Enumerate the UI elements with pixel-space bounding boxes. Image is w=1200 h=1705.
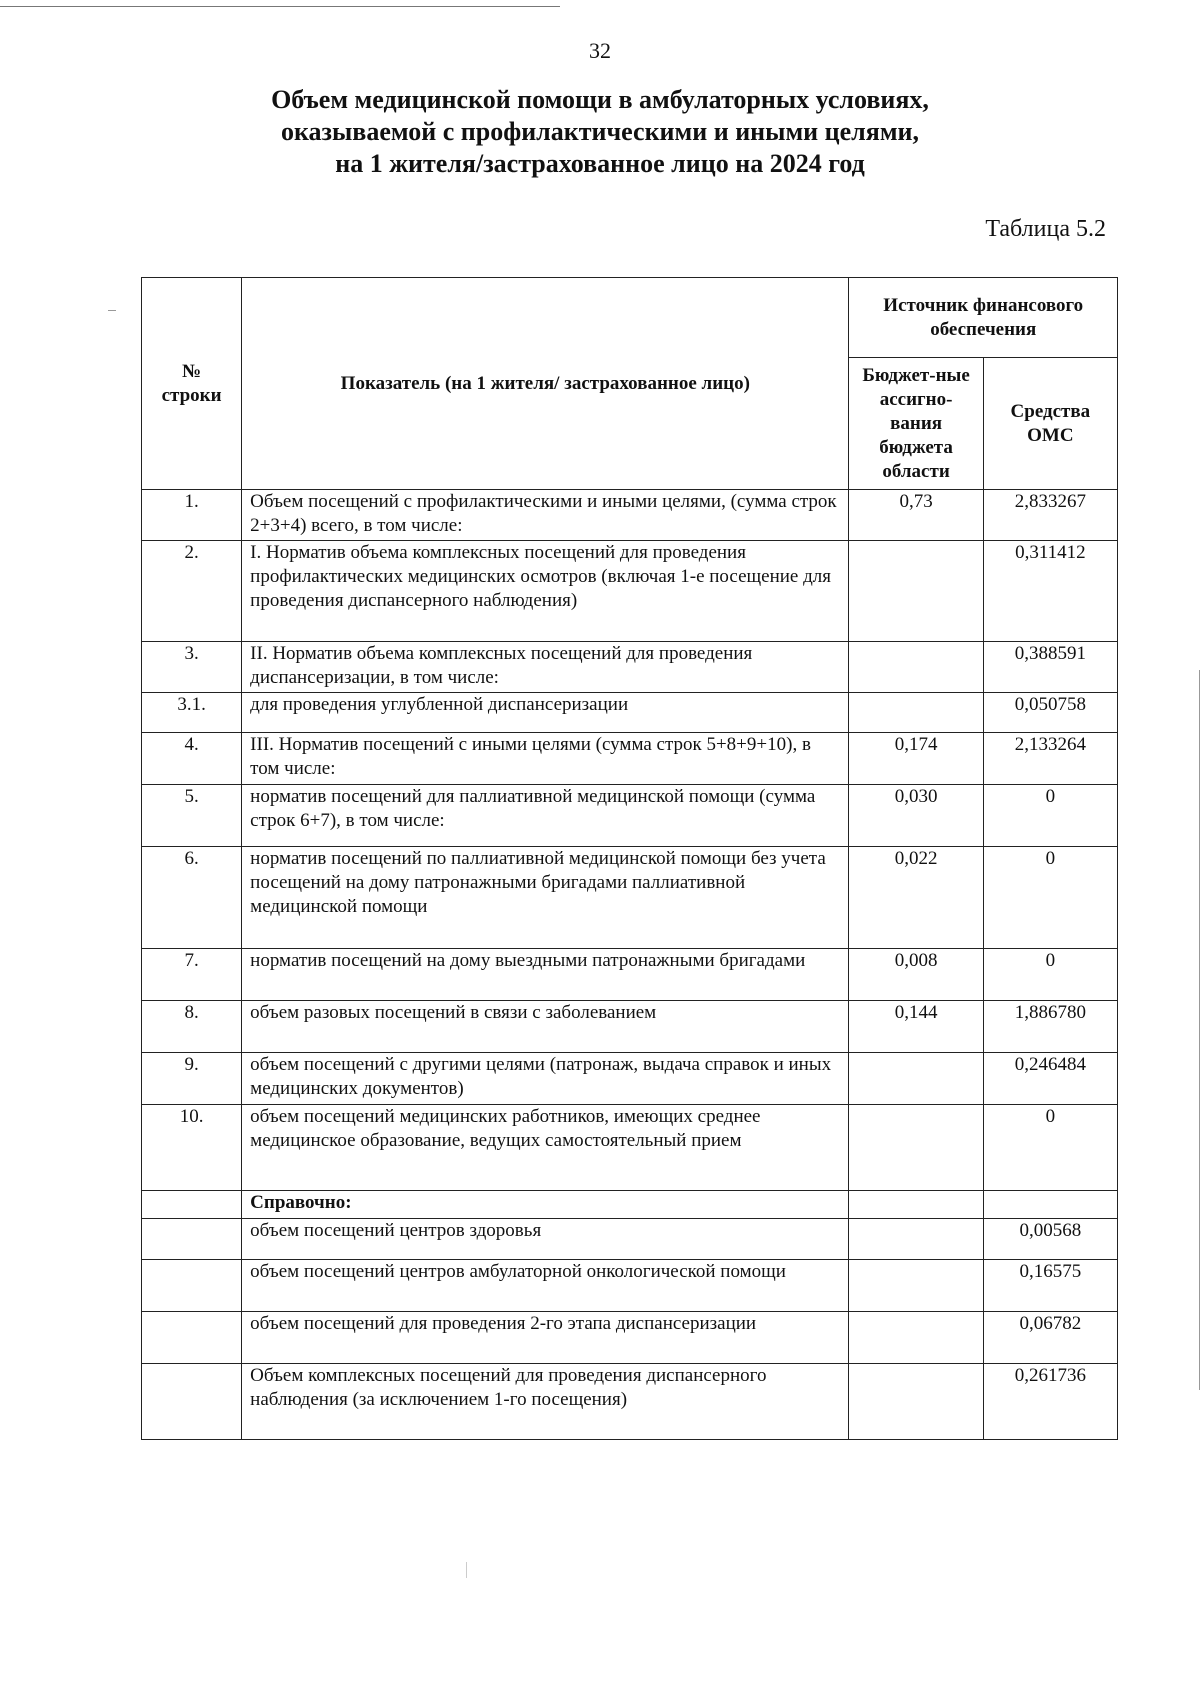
row-number: 4. <box>142 733 242 785</box>
table-row <box>142 642 1118 693</box>
header-row-no: № строки <box>142 278 242 490</box>
reference-oms-value: 0,00568 <box>983 1219 1117 1260</box>
row-oms-value: 0,246484 <box>983 1053 1117 1105</box>
row-budget-value <box>849 642 983 693</box>
row-number-empty <box>142 1260 242 1312</box>
reference-budget-value <box>849 1364 983 1440</box>
row-oms-value: 0 <box>983 847 1117 949</box>
row-budget-value: 0,008 <box>849 949 983 1001</box>
row-number: 1. <box>142 490 242 541</box>
row-budget-value <box>849 541 983 642</box>
reference-budget-value <box>849 1260 983 1312</box>
row-number-empty <box>142 1219 242 1260</box>
row-budget-value <box>849 1105 983 1191</box>
row-oms-empty <box>983 1191 1117 1219</box>
row-indicator: объем посещений медицинских работников, имеющих среднее медицинское образование, ведущих самостоятельный прием <box>242 1105 849 1191</box>
row-number: 5. <box>142 785 242 847</box>
header-budget: Бюджет-ные ассигно-вания бюджета области <box>849 358 983 490</box>
row-indicator: II. Норматив объема комплексных посещений для проведения диспансеризации, в том числе: <box>242 642 849 693</box>
row-indicator: для проведения углубленной диспансеризации <box>242 693 849 733</box>
row-oms-value: 2,133264 <box>983 733 1117 785</box>
row-number: 6. <box>142 847 242 949</box>
table-label: Таблица 5.2 <box>985 216 1106 242</box>
row-budget-value <box>849 1053 983 1105</box>
row-number-empty <box>142 1312 242 1364</box>
row-indicator: объем разовых посещений в связи с заболеванием <box>242 1001 849 1053</box>
table-row <box>142 1053 1118 1105</box>
title-line-1: Объем медицинской помощи в амбулаторных условиях, <box>271 85 929 114</box>
reference-row <box>142 1364 1118 1440</box>
reference-oms-value: 0,261736 <box>983 1364 1117 1440</box>
header-row-1 <box>142 278 1118 358</box>
reference-row <box>142 1219 1118 1260</box>
row-indicator: норматив посещений на дому выездными патронажными бригадами <box>242 949 849 1001</box>
reference-label: Справочно: <box>242 1191 849 1219</box>
table-row <box>142 733 1118 785</box>
table-body <box>142 490 1118 1440</box>
reference-oms-value: 0,16575 <box>983 1260 1117 1312</box>
reference-indicator: объем посещений центров амбулаторной онкологической помощи <box>242 1260 849 1312</box>
row-oms-value: 0 <box>983 949 1117 1001</box>
row-budget-empty <box>849 1191 983 1219</box>
row-number: 2. <box>142 541 242 642</box>
row-oms-value: 0 <box>983 785 1117 847</box>
row-indicator: Объем посещений с профилактическими и иными целями, (сумма строк 2+3+4) всего, в том числе: <box>242 490 849 541</box>
table-row <box>142 541 1118 642</box>
row-budget-value: 0,144 <box>849 1001 983 1053</box>
row-number: 10. <box>142 1105 242 1191</box>
row-indicator: объем посещений с другими целями (патронаж, выдача справок и иных медицинских документов) <box>242 1053 849 1105</box>
row-number-empty <box>142 1191 242 1219</box>
row-budget-value: 0,022 <box>849 847 983 949</box>
table-row <box>142 785 1118 847</box>
table-row <box>142 1001 1118 1053</box>
row-oms-value: 2,833267 <box>983 490 1117 541</box>
row-number: 3. <box>142 642 242 693</box>
row-indicator: III. Норматив посещений с иными целями (сумма строк 5+8+9+10), в том числе: <box>242 733 849 785</box>
row-indicator: норматив посещений для паллиативной медицинской помощи (сумма строк 6+7), в том числе: <box>242 785 849 847</box>
reference-row <box>142 1260 1118 1312</box>
reference-indicator: объем посещений центров здоровья <box>242 1219 849 1260</box>
reference-oms-value: 0,06782 <box>983 1312 1117 1364</box>
table-row <box>142 693 1118 733</box>
row-budget-value: 0,174 <box>849 733 983 785</box>
title-line-2: оказываемой с профилактическими и иными целями, <box>280 117 920 146</box>
scan-mark-bottom <box>466 1562 467 1578</box>
reference-header-row <box>142 1191 1118 1219</box>
table-row <box>142 847 1118 949</box>
row-budget-value: 0,030 <box>849 785 983 847</box>
header-indicator: Показатель (на 1 жителя/ застрахованное лицо) <box>242 278 849 490</box>
row-number-empty <box>142 1364 242 1440</box>
header-source-group: Источник финансового обеспечения <box>849 278 1118 358</box>
reference-budget-value <box>849 1312 983 1364</box>
scan-mark-left <box>108 310 116 311</box>
row-budget-value: 0,73 <box>849 490 983 541</box>
volume-table <box>141 277 1118 1440</box>
row-oms-value: 0,050758 <box>983 693 1117 733</box>
scan-edge-top <box>0 6 560 7</box>
row-oms-value: 0,311412 <box>983 541 1117 642</box>
page-number: 32 <box>589 38 611 63</box>
table-row <box>142 1105 1118 1191</box>
row-number: 8. <box>142 1001 242 1053</box>
row-oms-value: 0 <box>983 1105 1117 1191</box>
row-oms-value: 0,388591 <box>983 642 1117 693</box>
row-number: 3.1. <box>142 693 242 733</box>
reference-indicator: объем посещений для проведения 2-го этапа диспансеризации <box>242 1312 849 1364</box>
reference-row <box>142 1312 1118 1364</box>
row-oms-value: 1,886780 <box>983 1001 1117 1053</box>
document-title <box>0 84 1200 180</box>
reference-indicator: Объем комплексных посещений для проведения диспансерного наблюдения (за исключением 1-го посещения) <box>242 1364 849 1440</box>
row-number: 7. <box>142 949 242 1001</box>
title-line-3: на 1 жителя/застрахованное лицо на 2024 год <box>335 149 865 178</box>
table-row <box>142 490 1118 541</box>
table-row <box>142 949 1118 1001</box>
row-indicator: норматив посещений по паллиативной медицинской помощи без учета посещений на дому патронажными бригадами паллиативной медицинской помощи <box>242 847 849 949</box>
header-oms: Средства ОМС <box>983 358 1117 490</box>
reference-budget-value <box>849 1219 983 1260</box>
row-budget-value <box>849 693 983 733</box>
row-number: 9. <box>142 1053 242 1105</box>
row-indicator: I. Норматив объема комплексных посещений для проведения профилактических медицинских осмотров (включая 1-е посещение для проведения диспансерного наблюдения) <box>242 541 849 642</box>
